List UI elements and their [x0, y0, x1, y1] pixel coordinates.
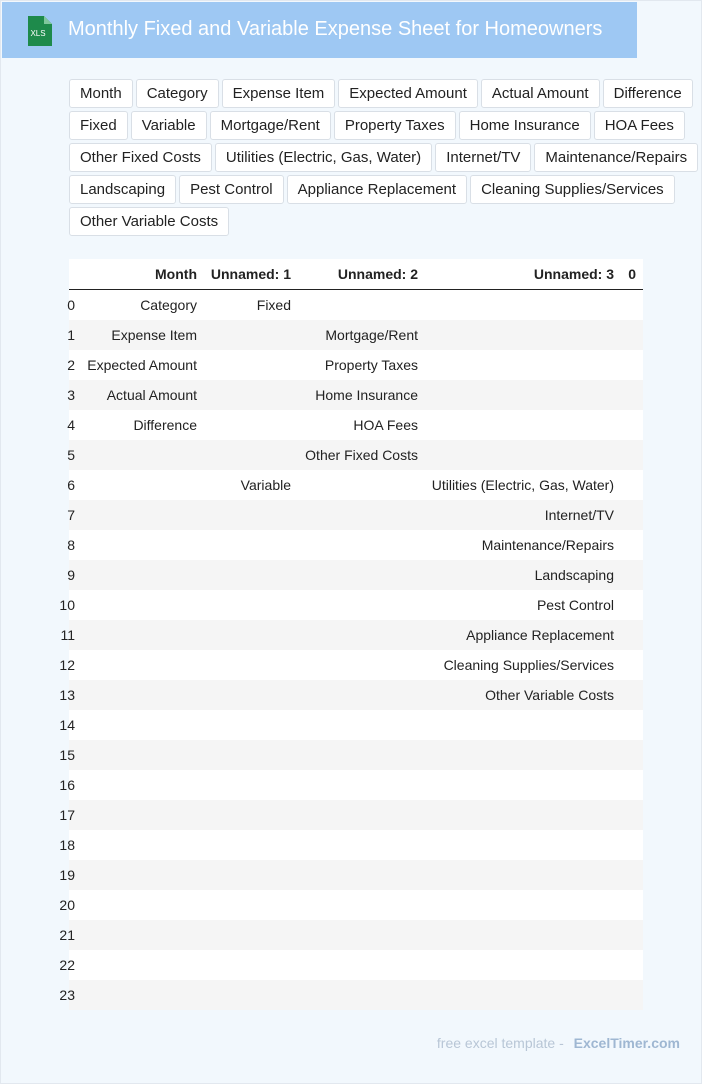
month-cell: [69, 800, 197, 830]
row-index-label: 0: [67, 297, 75, 313]
unnamed-3-cell: Appliance Replacement: [466, 627, 614, 643]
row-index-label: 1: [67, 327, 75, 343]
month-cell: [69, 560, 197, 590]
unnamed-3-cell: Other Variable Costs: [485, 687, 614, 703]
unnamed-1-cell: [197, 710, 291, 740]
unnamed-3-cell: [418, 980, 614, 1010]
unnamed-1-cell: [197, 770, 291, 800]
tag-chip[interactable]: Cleaning Supplies/Services: [470, 175, 675, 204]
tag-chip[interactable]: Expense Item: [222, 79, 336, 108]
unnamed-3-cell: [418, 710, 614, 740]
month-cell: Actual Amount: [106, 387, 197, 403]
row-index-label: 23: [59, 987, 75, 1003]
table-row: [69, 530, 643, 560]
unnamed-1-cell: [197, 620, 291, 650]
unnamed-3-cell: [418, 380, 614, 410]
page-title: Monthly Fixed and Variable Expense Sheet for Homeowners: [68, 18, 603, 40]
month-cell: Expected Amount: [87, 357, 197, 373]
table-row: [69, 470, 643, 500]
unnamed-2-cell: [291, 950, 418, 980]
table-row: [59, 590, 643, 620]
table-row: [59, 860, 643, 890]
column-header-unnamed-1: Unnamed: 1: [210, 266, 291, 282]
footer: [437, 1035, 680, 1051]
table-row: [69, 410, 643, 440]
month-cell: [69, 470, 197, 500]
unnamed-1-cell: Fixed: [256, 297, 291, 313]
unnamed-2-cell: [291, 290, 418, 320]
month-cell: [69, 440, 197, 470]
row-index-label: 11: [60, 627, 75, 643]
footer-brand-link[interactable]: ExcelTimer.com: [573, 1035, 680, 1051]
unnamed-2-cell: Mortgage/Rent: [325, 327, 418, 343]
unnamed-1-cell: [197, 950, 291, 980]
column-header-month: Month: [155, 266, 197, 282]
unnamed-1-cell: [197, 980, 291, 1010]
table-row: [59, 650, 643, 680]
unnamed-2-cell: [291, 890, 418, 920]
table-row: [59, 710, 643, 740]
tag-chip[interactable]: Appliance Replacement: [287, 175, 467, 204]
table-row: [59, 890, 643, 920]
table-row: [69, 500, 643, 530]
unnamed-1-cell: [197, 380, 291, 410]
unnamed-3-cell: [418, 830, 614, 860]
tag-chip[interactable]: Mortgage/Rent: [210, 111, 331, 140]
row-index-label: 21: [59, 927, 75, 943]
unnamed-2-cell: HOA Fees: [353, 417, 418, 433]
tag-chip[interactable]: Difference: [603, 79, 693, 108]
tag-chip[interactable]: Utilities (Electric, Gas, Water): [215, 143, 432, 172]
unnamed-2-cell: Other Fixed Costs: [305, 447, 418, 463]
month-cell: Expense Item: [111, 327, 197, 343]
month-cell: [69, 890, 197, 920]
row-index-label: 2: [67, 357, 75, 373]
unnamed-2-cell: [291, 680, 418, 710]
unnamed-2-cell: [291, 500, 418, 530]
row-index-label: 14: [59, 717, 75, 733]
unnamed-2-cell: [291, 650, 418, 680]
unnamed-3-cell: Internet/TV: [544, 507, 614, 523]
unnamed-2-cell: [291, 470, 418, 500]
tag-chip[interactable]: Property Taxes: [334, 111, 456, 140]
unnamed-2-cell: [291, 800, 418, 830]
unnamed-2-cell: [291, 710, 418, 740]
table-row: [59, 800, 643, 830]
unnamed-1-cell: [197, 890, 291, 920]
table-row: [60, 620, 643, 650]
unnamed-3-cell: [418, 290, 614, 320]
tag-chip[interactable]: Expected Amount: [338, 79, 478, 108]
footer-label: free excel template -: [436, 1035, 564, 1051]
unnamed-1-cell: [197, 350, 291, 380]
tag-chip[interactable]: Home Insurance: [459, 111, 591, 140]
unnamed-1-cell: [197, 740, 291, 770]
month-cell: [69, 740, 197, 770]
row-index-label: 5: [67, 447, 75, 463]
table-row: [69, 320, 643, 350]
row-index-label: 8: [67, 537, 75, 553]
row-index-label: 20: [59, 897, 75, 913]
unnamed-3-cell: Maintenance/Repairs: [481, 537, 614, 553]
unnamed-2-cell: Property Taxes: [324, 357, 418, 373]
tag-chip[interactable]: Month: [69, 79, 133, 108]
unnamed-1-cell: [197, 500, 291, 530]
unnamed-1-cell: [197, 650, 291, 680]
unnamed-1-cell: [197, 530, 291, 560]
tag-chip[interactable]: Other Variable Costs: [69, 207, 229, 236]
unnamed-1-cell: [197, 440, 291, 470]
unnamed-1-cell: [197, 320, 291, 350]
unnamed-2-cell: [291, 920, 418, 950]
unnamed-1-cell: [197, 860, 291, 890]
month-cell: [69, 620, 197, 650]
row-index-label: 17: [59, 807, 75, 823]
month-cell: [69, 860, 197, 890]
column-header-zero: 0: [628, 266, 636, 282]
month-cell: [69, 830, 197, 860]
tag-chip[interactable]: Landscaping: [69, 175, 176, 204]
unnamed-1-cell: Variable: [240, 477, 291, 493]
table-row: [69, 380, 643, 410]
month-cell: Difference: [133, 417, 197, 433]
tag-chip[interactable]: Internet/TV: [435, 143, 531, 172]
month-cell: [69, 770, 197, 800]
month-cell: [69, 650, 197, 680]
unnamed-1-cell: [197, 830, 291, 860]
table-row: [59, 980, 643, 1010]
unnamed-3-cell: Landscaping: [534, 567, 614, 583]
month-cell: [69, 680, 197, 710]
column-header-unnamed-3: Unnamed: 3: [533, 266, 614, 282]
unnamed-3-cell: [418, 350, 614, 380]
tag-row: [69, 79, 699, 108]
unnamed-3-cell: [418, 770, 614, 800]
table-row: [69, 290, 643, 320]
tag-chip[interactable]: Variable: [131, 111, 207, 140]
unnamed-2-cell: [291, 860, 418, 890]
unnamed-3-cell: Utilities (Electric, Gas, Water): [431, 477, 614, 493]
unnamed-2-cell: [291, 830, 418, 860]
unnamed-2-cell: [291, 590, 418, 620]
month-cell: [69, 980, 197, 1010]
tag-row: [69, 175, 699, 204]
tag-chip[interactable]: Maintenance/Repairs: [534, 143, 698, 172]
row-index-label: 16: [59, 777, 75, 793]
month-cell: Category: [140, 297, 197, 313]
table-row: [59, 830, 643, 860]
table-row: [59, 950, 643, 980]
unnamed-3-cell: [418, 950, 614, 980]
table-row: [59, 770, 643, 800]
unnamed-3-cell: [418, 740, 614, 770]
table-body: [59, 290, 643, 1010]
table-row: [69, 440, 643, 470]
unnamed-1-cell: [197, 800, 291, 830]
row-index-label: 6: [67, 477, 75, 493]
table-row: [59, 740, 643, 770]
tag-row: [69, 143, 699, 172]
table-row: [69, 350, 643, 380]
row-index-label: 7: [67, 507, 75, 523]
table-row: [69, 560, 643, 590]
tag-chip[interactable]: Other Fixed Costs: [69, 143, 212, 172]
unnamed-3-cell: [418, 800, 614, 830]
tag-chip[interactable]: Pest Control: [179, 175, 284, 204]
unnamed-3-cell: [418, 920, 614, 950]
unnamed-3-cell: [418, 440, 614, 470]
table-row: [59, 920, 643, 950]
row-index-label: 13: [59, 687, 75, 703]
xls-file-icon: [24, 16, 52, 46]
row-index-label: 18: [59, 837, 75, 853]
row-index-label: 19: [59, 867, 75, 883]
tag-list: [69, 79, 699, 239]
unnamed-2-cell: Home Insurance: [315, 387, 418, 403]
unnamed-1-cell: [197, 680, 291, 710]
unnamed-2-cell: [291, 980, 418, 1010]
unnamed-3-cell: [418, 860, 614, 890]
unnamed-1-cell: [197, 590, 291, 620]
row-index-label: 22: [59, 957, 75, 973]
month-cell: [69, 710, 197, 740]
unnamed-3-cell: [418, 410, 614, 440]
table-header-row: [69, 259, 643, 290]
unnamed-1-cell: [197, 560, 291, 590]
header-bar: [2, 2, 637, 58]
row-index-label: 12: [59, 657, 75, 673]
tag-row: [69, 111, 699, 140]
tag-chip[interactable]: Fixed: [69, 111, 128, 140]
unnamed-3-cell: [418, 890, 614, 920]
month-cell: [69, 590, 197, 620]
month-cell: [69, 500, 197, 530]
sheet-table: [59, 259, 643, 1010]
month-cell: [69, 530, 197, 560]
row-index-label: 4: [67, 417, 75, 433]
unnamed-2-cell: [291, 530, 418, 560]
unnamed-3-cell: Cleaning Supplies/Services: [443, 657, 614, 673]
unnamed-2-cell: [291, 620, 418, 650]
row-index-label: 10: [59, 597, 75, 613]
unnamed-1-cell: [197, 410, 291, 440]
tag-chip[interactable]: Category: [136, 79, 219, 108]
column-header-unnamed-2: Unnamed: 2: [337, 266, 418, 282]
unnamed-2-cell: [291, 560, 418, 590]
row-index-label: 3: [67, 387, 75, 403]
tag-chip[interactable]: Actual Amount: [481, 79, 600, 108]
unnamed-3-cell: [418, 320, 614, 350]
tag-chip[interactable]: HOA Fees: [594, 111, 685, 140]
month-cell: [69, 920, 197, 950]
unnamed-1-cell: [197, 920, 291, 950]
unnamed-3-cell: Pest Control: [536, 597, 614, 613]
table-row: [59, 680, 643, 710]
unnamed-2-cell: [291, 740, 418, 770]
row-index-label: 15: [59, 747, 75, 763]
unnamed-2-cell: [291, 770, 418, 800]
tag-row: [69, 207, 699, 236]
month-cell: [69, 950, 197, 980]
xls-badge-text: XLS: [30, 29, 46, 38]
row-index-label: 9: [67, 567, 75, 583]
